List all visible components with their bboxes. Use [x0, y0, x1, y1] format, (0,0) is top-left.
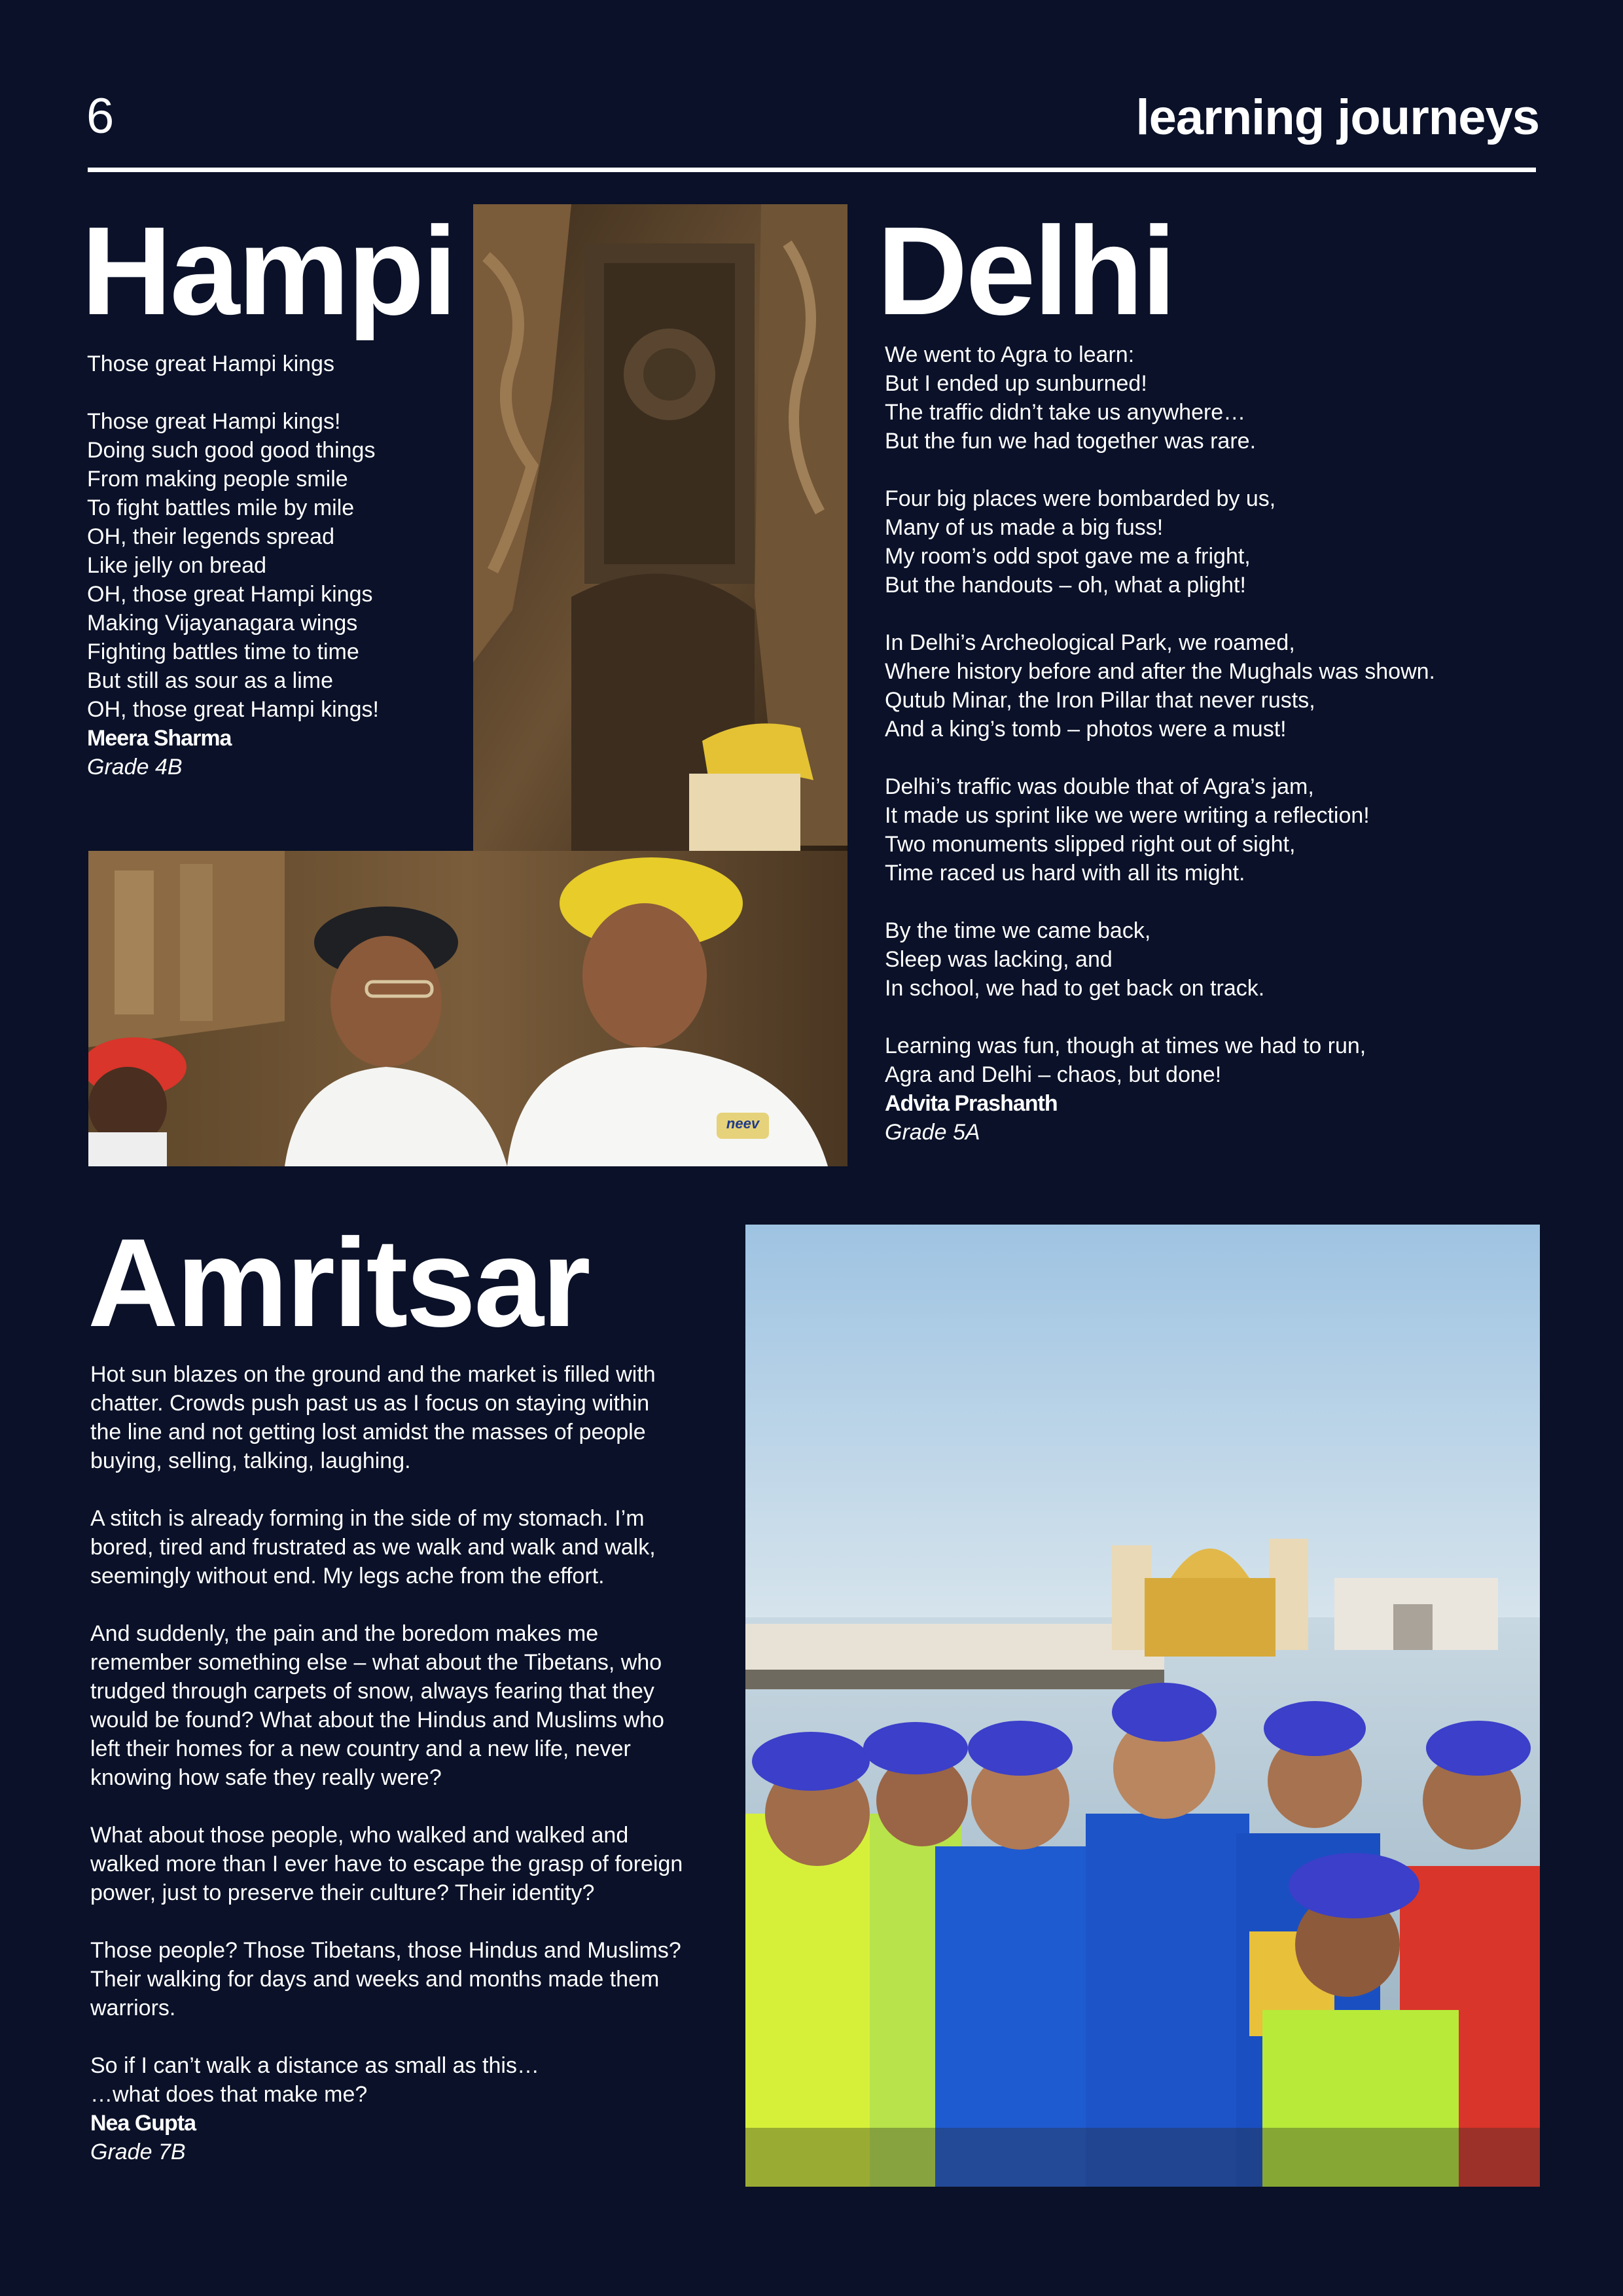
poem-line: In Delhi’s Archeological Park, we roamed, [885, 630, 1295, 655]
hampi-students-photo [88, 851, 847, 1166]
essay-line: Hot sun blazes on the ground and the market is filled with [90, 1362, 656, 1387]
poem-line: Delhi’s traffic was double that of Agra’s jam, [885, 774, 1314, 799]
poem-line: The traffic didn’t take us anywhere… [885, 400, 1246, 425]
hampi-poem [87, 350, 467, 781]
poem-line: It made us sprint like we were writing a reflection! [885, 803, 1370, 828]
essay-line: knowing how safe they really were? [90, 1765, 442, 1790]
delhi-heading: Delhi [877, 200, 1175, 341]
essay-line: the line and not getting lost amidst the masses of people [90, 1420, 646, 1444]
poem-line: But I ended up sunburned! [885, 371, 1147, 396]
poem-line: Many of us made a big fuss! [885, 515, 1164, 540]
hampi-temple-photo-top [473, 204, 847, 852]
poem-line: But the handouts – oh, what a plight! [885, 573, 1246, 598]
poem-line: Sleep was lacking, and [885, 947, 1113, 972]
essay-line: What about those people, who walked and walked and [90, 1823, 629, 1848]
essay-line: left their homes for a new country and a new life, never [90, 1736, 631, 1761]
poem-line: But the fun we had together was rare. [885, 429, 1257, 454]
essay-line: Their walking for days and weeks and months made them [90, 1967, 660, 1992]
poem-line: Qutub Minar, the Iron Pillar that never rusts, [885, 688, 1315, 713]
poem-line: Making Vijayanagara wings [87, 611, 358, 636]
hampi-poem-title: Those great Hampi kings [87, 351, 334, 376]
essay-line: remember something else – what about the Tibetans, who [90, 1650, 662, 1675]
hampi-heading: Hampi [81, 200, 455, 341]
poem-line: Those great Hampi kings! [87, 409, 341, 434]
essay-line: So if I can’t walk a distance as small as this… [90, 2053, 539, 2078]
poem-line: OH, those great Hampi kings! [87, 697, 379, 722]
delhi-grade: Grade 5A [885, 1120, 980, 1145]
section-title: learning journeys [1135, 90, 1539, 145]
essay-line: would be found? What about the Hindus and Muslims who [90, 1708, 664, 1732]
poem-line: OH, those great Hampi kings [87, 582, 373, 607]
poem-line: Agra and Delhi – chaos, but done! [885, 1062, 1222, 1087]
neev-logo: neev [726, 1115, 760, 1132]
essay-line: …what does that make me? [90, 2082, 368, 2107]
poem-line: In school, we had to get back on track. [885, 976, 1265, 1001]
essay-line: warriors. [90, 1996, 176, 2020]
poem-line: But still as sour as a lime [87, 668, 334, 693]
hampi-author: Meera Sharma [87, 726, 232, 751]
amritsar-essay [90, 1360, 738, 2166]
poem-line: Fighting battles time to time [87, 639, 359, 664]
hampi-grade: Grade 4B [87, 755, 183, 780]
poem-line: By the time we came back, [885, 918, 1151, 943]
poem-line: Four big places were bombarded by us, [885, 486, 1276, 511]
poem-line: To fight battles mile by mile [87, 495, 355, 520]
poem-line: We went to Agra to learn: [885, 342, 1135, 367]
essay-line: A stitch is already forming in the side of my stomach. I’m [90, 1506, 645, 1531]
amritsar-author: Nea Gupta [90, 2111, 196, 2136]
amritsar-grade: Grade 7B [90, 2140, 186, 2164]
essay-line: chatter. Crowds push past us as I focus on staying within [90, 1391, 650, 1416]
poem-line: OH, their legends spread [87, 524, 334, 549]
delhi-poem [885, 340, 1539, 1147]
poem-line: And a king’s tomb – photos were a must! [885, 717, 1287, 742]
essay-line: trudged through carpets of snow, always fearing that they [90, 1679, 654, 1704]
poem-line: Where history before and after the Mughals was shown. [885, 659, 1435, 684]
poem-line: Learning was fun, though at times we had to run, [885, 1033, 1366, 1058]
poem-line: Doing such good good things [87, 438, 376, 463]
golden-temple-students-photo [745, 1225, 1540, 2187]
essay-line: bored, tired and frustrated as we walk and walk and walk, [90, 1535, 656, 1560]
essay-line: buying, selling, talking, laughing. [90, 1448, 411, 1473]
delhi-author: Advita Prashanth [885, 1091, 1058, 1116]
essay-line: seemingly without end. My legs ache from the effort. [90, 1564, 605, 1588]
poem-line: Time raced us hard with all its might. [885, 861, 1245, 886]
essay-line: And suddenly, the pain and the boredom makes me [90, 1621, 599, 1646]
essay-line: power, just to preserve their culture? Their identity? [90, 1880, 595, 1905]
poem-line: My room’s odd spot gave me a fright, [885, 544, 1251, 569]
essay-line: walked more than I ever have to escape the grasp of foreign [90, 1852, 683, 1876]
essay-line: Those people? Those Tibetans, those Hindus and Muslims? [90, 1938, 681, 1963]
amritsar-heading: Amritsar [88, 1212, 589, 1353]
poem-line: From making people smile [87, 467, 348, 492]
poem-line: Two monuments slipped right out of sight, [885, 832, 1296, 857]
header-divider [88, 168, 1536, 172]
page-number: 6 [86, 88, 115, 144]
poem-line: Like jelly on bread [87, 553, 267, 578]
